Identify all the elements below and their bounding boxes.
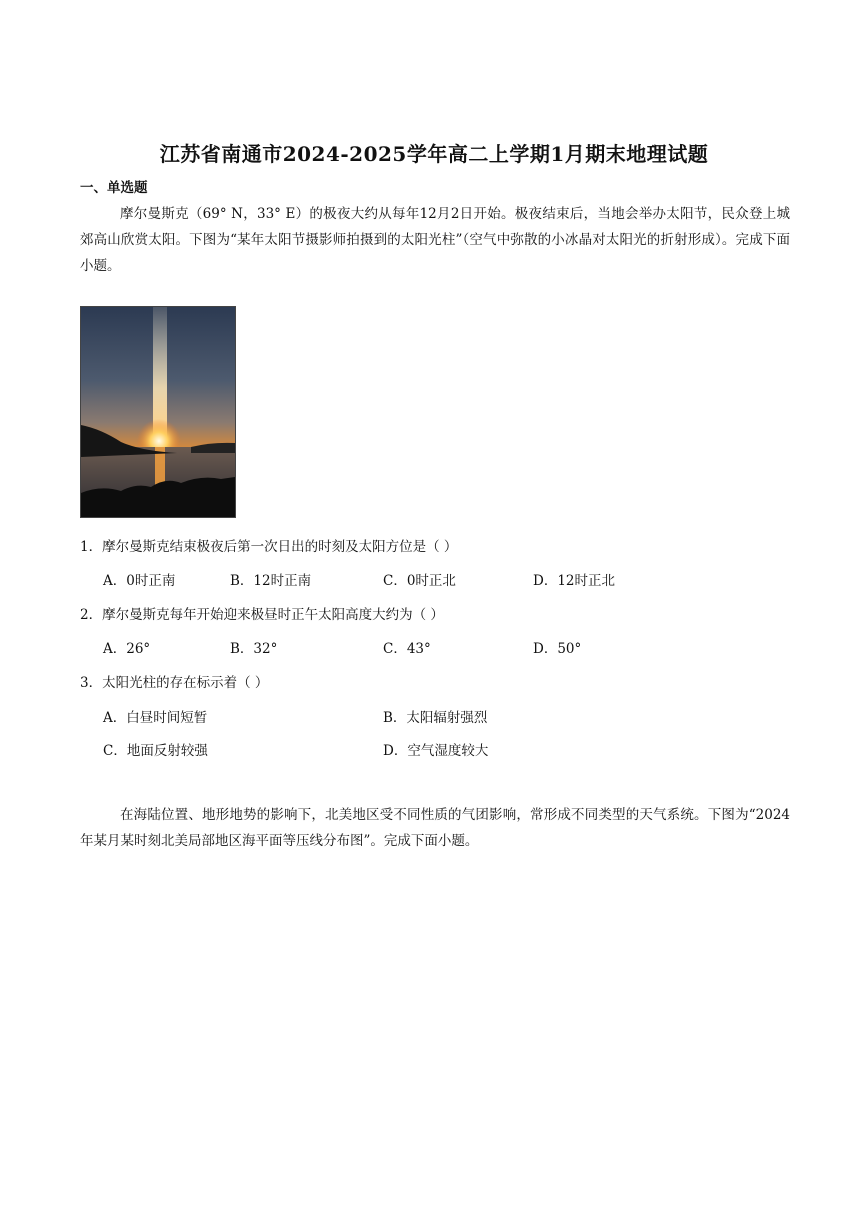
question-3-option-d[interactable]: D．空气湿度较大 — [383, 743, 489, 759]
question-2-option-b[interactable]: B．32° — [230, 641, 278, 657]
question-2-option-a[interactable]: A．26° — [103, 641, 151, 657]
question-1-option-c[interactable]: C．0时正北 — [383, 573, 456, 589]
sun-pillar-photo — [80, 306, 236, 518]
question-3-option-c[interactable]: C．地面反射较强 — [103, 743, 208, 759]
question-1-option-a[interactable]: A．0时正南 — [103, 573, 176, 589]
page-title: 江苏省南通市2024-2025学年高二上学期1月期末地理试题 — [159, 142, 709, 166]
question-2-option-c[interactable]: C．43° — [383, 641, 431, 657]
question-3-stem: 3．太阳光柱的存在标示着（ ） — [80, 675, 269, 691]
question-2-stem: 2．摩尔曼斯克每年开始迎来极昼时正午太阳高度大约为（ ） — [80, 607, 444, 623]
question-1-option-b[interactable]: B．12时正南 — [230, 573, 312, 589]
question-2-option-d[interactable]: D．50° — [533, 641, 582, 657]
section-heading: 一、单选题 — [80, 180, 148, 196]
intro-paragraph-2: 在海陆位置、地形地势的影响下，北美地区受不同性质的气团影响，常形成不同类型的天气系统。下图为“2024年某月某时刻北美局部地区海平面等压线分布图”。完成下面小题。 — [80, 807, 790, 849]
intro-paragraph-1: 摩尔曼斯克（69° N，33° E）的极夜大约从每年12月2日开始。极夜结束后，当地会举办太阳节，民众登上城郊高山欣赏太阳。下图为“某年太阳节摄影师拍摄到的太阳光柱”（空气中弥散的小冰晶对太阳光的折射形成）。完成下面小题。 — [80, 206, 790, 274]
question-1-option-d[interactable]: D．12时正北 — [533, 573, 616, 589]
question-3-option-b[interactable]: B．太阳辐射强烈 — [383, 710, 488, 726]
question-3-option-a[interactable]: A．白昼时间短暂 — [103, 710, 208, 726]
question-1-stem: 1．摩尔曼斯克结束极夜后第一次日出的时刻及太阳方位是（ ） — [80, 539, 458, 555]
